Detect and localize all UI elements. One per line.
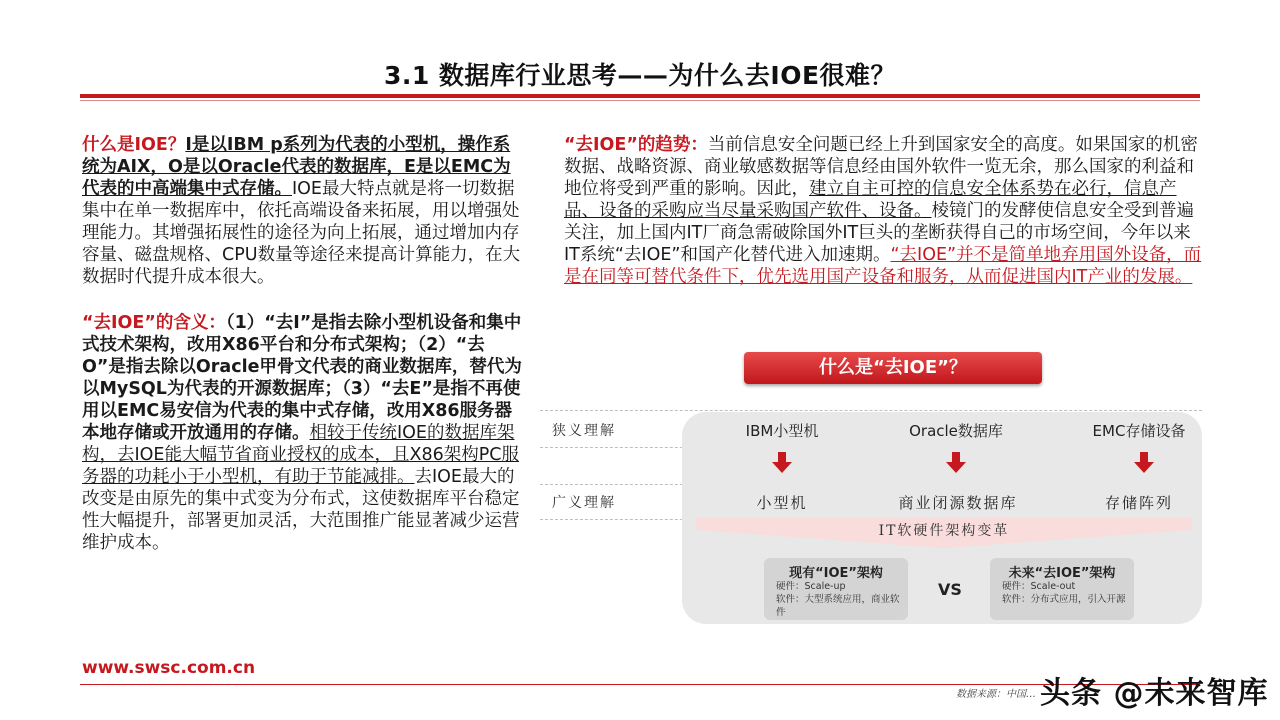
data-source: 数据来源：中国… (956, 689, 1036, 700)
broad-item-minicomputer: 小型机 (756, 494, 808, 512)
future-architecture-title: 未来“去IOE”架构 (1008, 566, 1116, 581)
trend-text-2: 棱镜门的发酵使信息安全受到普遍关注，加上国内IT厂商急需破除国外IT巨头的垄断获得自己的市场空间，今年以来IT系统“去IOE”和国产化替代进入加速期。 (564, 201, 1194, 265)
title-divider (80, 94, 1200, 98)
ioe-definition-label: 什么是IOE？ (82, 135, 186, 155)
trend-text-1: 当前信息安全问题已经上升到国家安全的高度。如果国家的机密数据、战略资源、商业敏感数据等信息经由国外软件一览无余，那么国家的利益和地位将受到严重的影响。因此， (564, 135, 1198, 199)
footer-url: www.swsc.com.cn (82, 658, 256, 678)
de-ioe-meaning-label: “去IOE”的含义： (82, 313, 226, 333)
left-column (82, 134, 522, 554)
future-software: 软件：分布式应用，引入开源 (1002, 594, 1126, 605)
watermark: 头条 @未来智库 (1040, 676, 1269, 711)
ioe-definition-bold: I是以IBM p系列为代表的小型机，操作系统为AIX，O是以Oracle代表的数据库，E是以EMC为代表的中高端集中式存储。 (82, 135, 511, 199)
de-ioe-meaning-underline: 相较于传统IOE的数据库架构，去IOE能大幅节省商业授权的成本，且X86架构PC服务器的功耗小于小型机，有助于节能减排。 (82, 423, 520, 487)
broad-item-storage: 存储阵列 (1104, 494, 1173, 512)
trend-paragraph (564, 134, 1204, 288)
right-column (564, 134, 1204, 288)
current-architecture-title: 现有“IOE”架构 (789, 566, 883, 581)
trend-underline-1: 建立自主可控的信息安全体系势在必行，信息产品、设备的采购应当尽量采购国产软件、设备。 (564, 179, 1177, 221)
ioe-definition-paragraph (82, 134, 522, 288)
trend-label: “去IOE”的趋势： (564, 135, 708, 155)
de-ioe-meaning-bold: （1）“去I”是指去除小型机设备和集中式技术架构，改用X86平台和分布式架构；（2）“去O”是指去除以Oracle甲骨文代表的商业数据库，替代为以MySQL为代表的开源数据库；（3）“去E”是指不再使用以EMC易安信为代表的集中式存储，改用X86服务器本地存储或开放通用的存储。 (82, 313, 522, 443)
title-divider-thin (80, 100, 1200, 101)
change-label: IT软硬件架构变革 (878, 523, 1010, 539)
page-title: 3.1 数据库行业思考——为什么去IOE很难？ (383, 61, 897, 90)
de-ioe-meaning-text: 去IOE最大的改变是由原先的集中式变为分布式，这使数据库平台稳定性大幅提升，部署更加灵活，大范围推广能显著减少运营维护成本。 (82, 467, 520, 553)
narrow-item-ibm: IBM小型机 (745, 422, 819, 440)
narrow-item-oracle: Oracle数据库 (909, 422, 1003, 440)
narrow-item-emc: EMC存储设备 (1092, 422, 1186, 440)
broad-item-database: 商业闭源数据库 (898, 494, 1018, 512)
trend-red-underline: “去IOE”并不是简单地弃用国外设备，而是在同等可替代条件下，优先选用国产设备和服务，从而促进国内IT产业的发展。 (564, 245, 1202, 287)
current-hardware: 硬件：Scale-up (776, 581, 846, 592)
diagram-header-pill: 什么是“去IOE”？ (744, 352, 1042, 384)
current-software: 软件：大型系统应用，商业软件 (776, 594, 900, 618)
vs-label: VS (938, 580, 962, 599)
narrow-label: 狭义理解 (552, 423, 616, 439)
broad-label: 广义理解 (552, 495, 616, 511)
de-ioe-meaning-paragraph (82, 312, 522, 554)
ioe-definition-text: IOE最大特点就是将一切数据集中在单一数据库中，依托高端设备来拓展，用以增强处理能力。其增强拓展性的途径为向上拓展，通过增加内存容量、磁盘规格、CPU数量等途径来提高计算能力，在大数据时代提升成本很大。 (82, 179, 521, 287)
future-hardware: 硬件：Scale-out (1002, 581, 1076, 592)
